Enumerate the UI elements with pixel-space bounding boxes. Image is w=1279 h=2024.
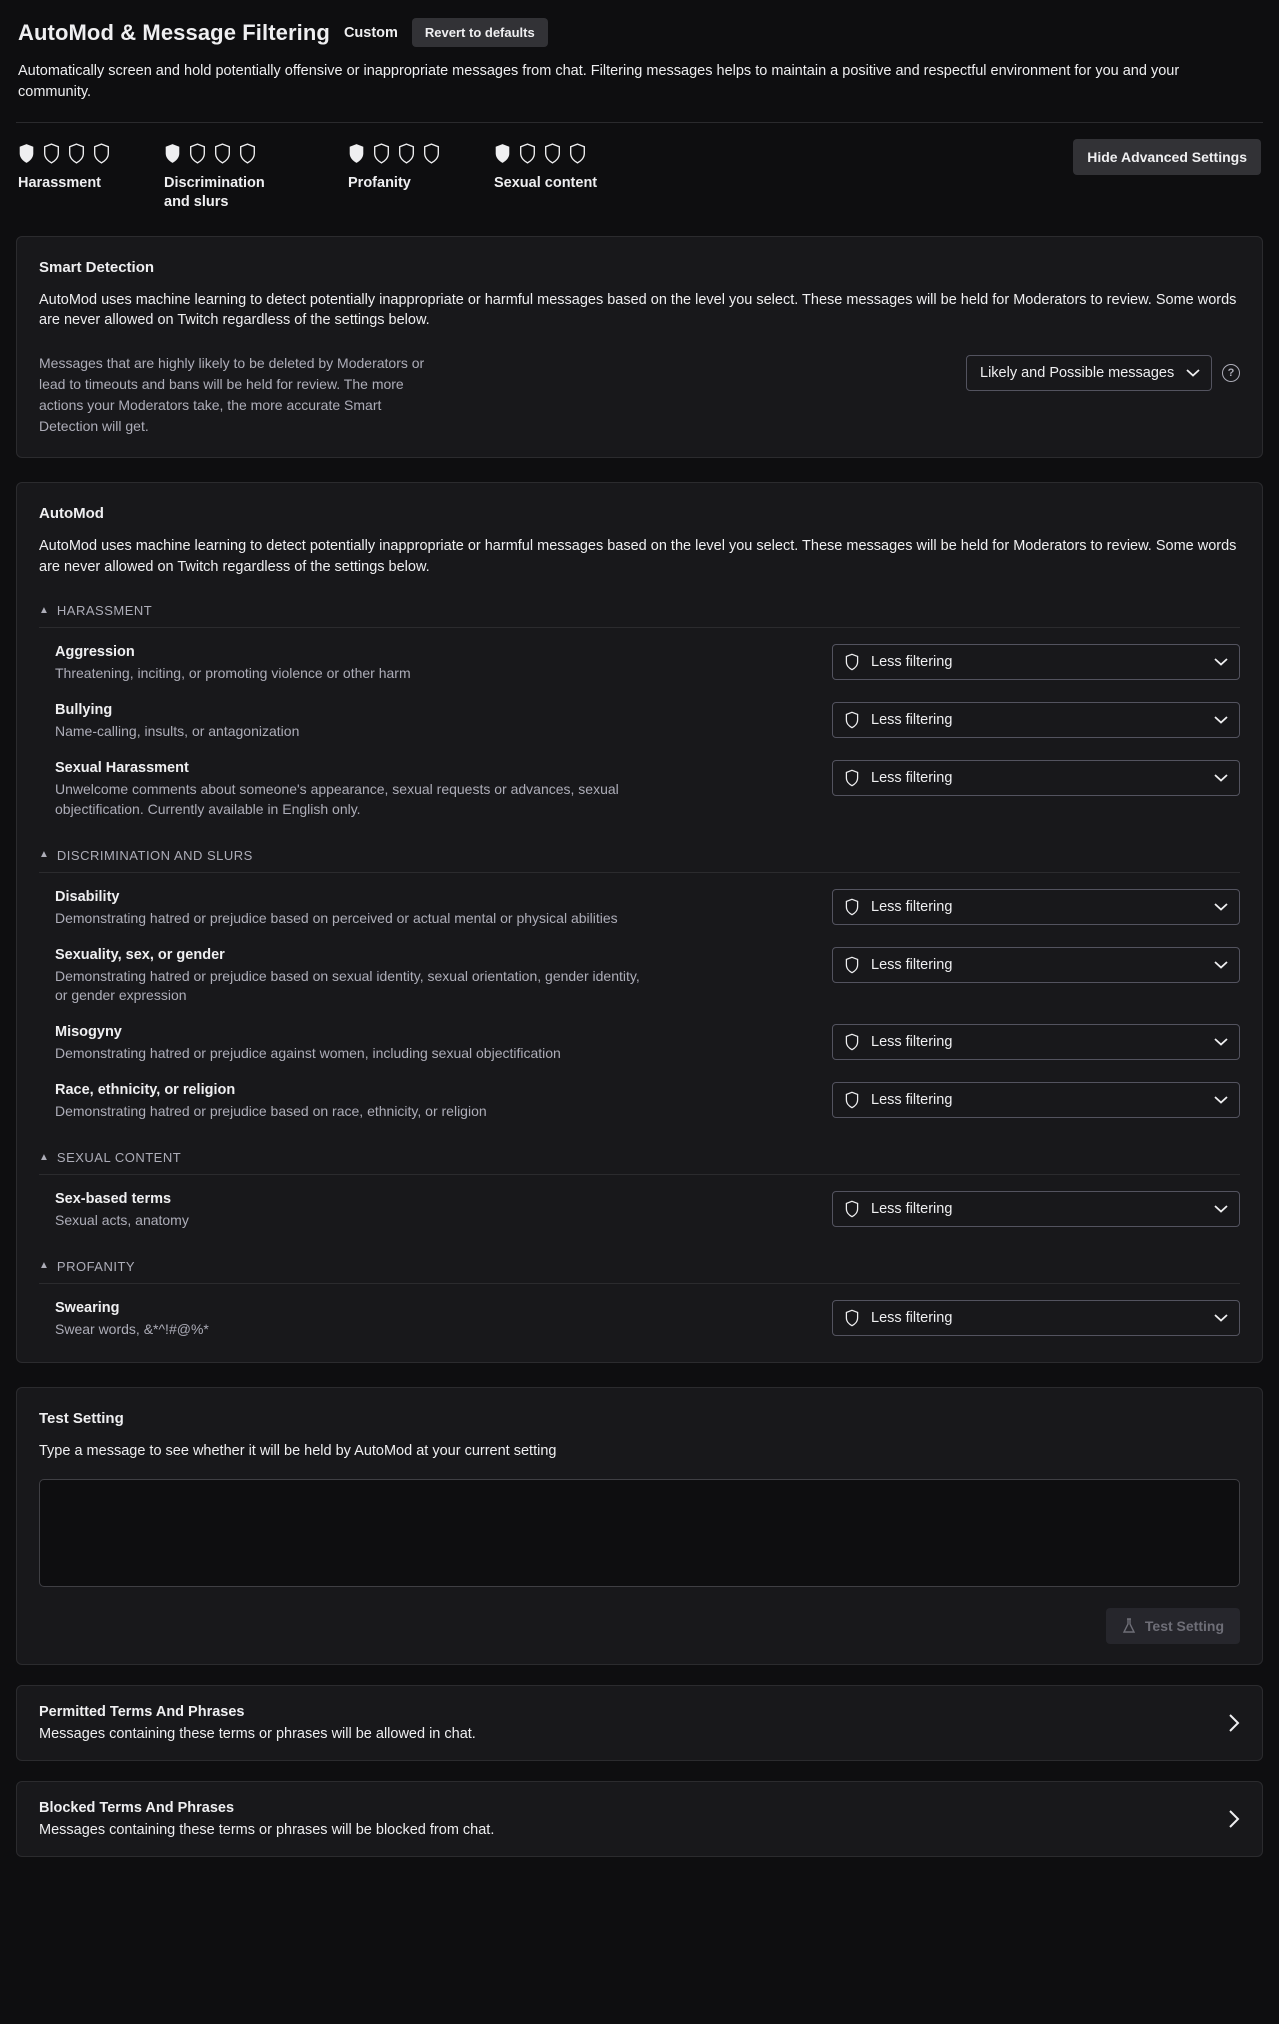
shield-outline-icon [544,143,561,164]
group-title: DISCRIMINATION AND SLURS [56,847,253,863]
category-discrimination-and-slurs [164,143,294,212]
option-select-wrap [832,1024,1240,1060]
shield-outline-icon [68,143,85,164]
page-header [16,18,1263,47]
option-text [55,644,411,684]
smart-detection-panel [16,236,1263,458]
shield-meter [348,143,440,164]
option-name: Aggression [55,644,135,661]
automod-title: AutoMod [39,505,104,522]
test-setting-button[interactable] [1106,1608,1240,1644]
option-description: Demonstrating hatred or prejudice based on race, ethnicity, or religion [55,1103,487,1120]
test-setting-button-label: Test Setting [1144,1618,1224,1635]
test-message-input[interactable] [39,1479,1240,1587]
shield-filled-icon [164,143,181,164]
automod-description: AutoMod uses machine learning to detect potentially inappropriate or harmful messages based on the level you select. These messages will be held for Moderators to review. Some words are never allowed on Twitch regardless of the settings below. [39,538,1237,575]
option-description: Name-calling, insults, or antagonization [55,723,300,740]
option-text [55,1024,561,1064]
option-select-wrap [832,644,1240,680]
hide-advanced-settings-button[interactable]: Hide Advanced Settings [1073,139,1261,175]
option-description: Swear words, &*^!#@%* [55,1320,209,1337]
shield-outline-icon [214,143,231,164]
option-description: Demonstrating hatred or prejudice based on perceived or actual mental or physical abilities [55,909,618,926]
group-header[interactable] [39,1259,1240,1284]
option-select-wrap [832,1300,1240,1336]
flask-icon [1122,1618,1136,1634]
filter-level-select[interactable] [832,1082,1240,1118]
shield-meter [18,143,110,164]
option-row-bullying [39,686,1240,744]
test-setting-panel [16,1387,1263,1666]
option-row-race-ethnicity-or-religion [39,1066,1240,1124]
option-row-misogyny [39,1008,1240,1066]
option-name: Sexuality, sex, or gender [55,946,225,963]
blocked-terms-description: Messages containing these terms or phrases will be blocked from chat. [39,1822,495,1839]
option-name: Race, ethnicity, or religion [55,1082,236,1099]
option-description: Demonstrating hatred or prejudice based on sexual identity, sexual orientation, gender identity, or gender expression [55,967,640,1004]
automod-group-discrimination-and-slurs [39,848,1240,1124]
option-text [55,760,655,820]
option-row-aggression [39,628,1240,686]
filter-level-select[interactable] [832,702,1240,738]
caret-up-icon: ▲ [39,1260,49,1272]
category-summary-row [16,123,1263,212]
option-row-sexual-harassment [39,744,1240,822]
permitted-terms-text [39,1704,476,1742]
blocked-terms-title: Blocked Terms And Phrases [39,1800,235,1817]
category-profanity [348,143,440,193]
shield-outline-icon [93,143,110,164]
category-label: Harassment [18,175,102,192]
option-name: Misogyny [55,1024,122,1041]
option-description: Unwelcome comments about someone's appearance, sexual requests or advances, sexual objectification. Currently available in English only. [55,780,619,817]
smart-detection-control [966,353,1240,391]
option-select-wrap [832,760,1240,796]
category-label: Sexual content [494,175,598,192]
shield-filled-icon [348,143,365,164]
option-row-sex-based-terms [39,1175,1240,1233]
permitted-terms-description: Messages containing these terms or phrases will be allowed in chat. [39,1726,476,1743]
option-name: Disability [55,888,120,905]
option-text [55,947,655,1007]
caret-up-icon: ▲ [39,1151,49,1163]
category-label: Discrimination and slurs [164,175,265,210]
chevron-right-icon [1228,1713,1240,1733]
option-name: Bullying [55,702,113,719]
automod-group-sexual-content [39,1150,1240,1233]
automod-group-profanity [39,1259,1240,1342]
shield-meter [164,143,294,164]
caret-up-icon: ▲ [39,849,49,861]
page-title: AutoMod & Message Filtering [18,19,330,45]
option-description: Demonstrating hatred or prejudice against women, including sexual objectification [55,1045,561,1062]
shield-outline-icon [43,143,60,164]
option-text [55,702,299,742]
help-icon[interactable]: ? [1222,364,1240,382]
permitted-terms-title: Permitted Terms And Phrases [39,1704,245,1721]
shield-outline-icon [398,143,415,164]
automod-panel [16,482,1263,1363]
option-select-wrap [832,1191,1240,1227]
filter-level-select[interactable] [832,760,1240,796]
group-header[interactable] [39,848,1240,873]
test-setting-title: Test Setting [39,1409,124,1427]
option-description: Threatening, inciting, or promoting violence or other harm [55,665,411,682]
automod-group-harassment [39,603,1240,822]
option-name: Sex-based terms [55,1191,172,1208]
permitted-terms-panel[interactable] [16,1685,1263,1761]
filter-level-select[interactable] [832,889,1240,925]
smart-detection-title: Smart Detection [39,258,155,276]
filter-level-select[interactable] [832,644,1240,680]
shield-filled-icon [18,143,35,164]
filter-level-select[interactable] [832,1300,1240,1336]
shield-meter [494,143,597,164]
group-header[interactable] [39,1150,1240,1175]
caret-up-icon: ▲ [39,604,49,616]
shield-outline-icon [189,143,206,164]
option-text [55,1082,487,1122]
smart-detection-select-wrap [966,355,1212,391]
category-harassment [18,143,110,193]
shield-outline-icon [569,143,586,164]
page-description: Automatically screen and hold potentially offensive or inappropriate messages from chat. Filtering messages helps to maintain a positive and respectful environment for you and your community. [18,63,1180,100]
group-title: PROFANITY [56,1258,136,1274]
option-row-swearing [39,1284,1240,1342]
option-select-wrap [832,1082,1240,1118]
option-select-wrap [832,702,1240,738]
shield-filled-icon [494,143,511,164]
option-text [55,889,618,929]
option-description: Sexual acts, anatomy [55,1212,189,1229]
smart-detection-body [39,353,1240,437]
group-title: SEXUAL CONTENT [56,1150,182,1166]
preset-label: Custom [343,24,398,41]
blocked-terms-text [39,1800,494,1838]
shield-outline-icon [373,143,390,164]
option-name: Swearing [55,1299,120,1316]
category-label: Profanity [348,175,411,192]
option-select-wrap [832,947,1240,983]
filter-level-select[interactable] [832,1024,1240,1060]
filter-level-select[interactable] [832,947,1240,983]
shield-outline-icon [239,143,256,164]
option-row-sexuality-sex-or-gender [39,931,1240,1009]
smart-detection-level-select[interactable] [966,355,1212,391]
shield-outline-icon [423,143,440,164]
category-sexual-content [494,143,597,193]
option-name: Sexual Harassment [55,759,189,776]
group-header[interactable] [39,603,1240,628]
blocked-terms-panel[interactable] [16,1781,1263,1857]
shield-outline-icon [519,143,536,164]
option-text [55,1191,189,1231]
group-title: HARASSMENT [56,603,153,619]
revert-to-defaults-button[interactable]: Revert to defaults [412,18,548,47]
test-setting-description: Type a message to see whether it will be held by AutoMod at your current setting [39,1442,557,1459]
filter-level-select[interactable] [832,1191,1240,1227]
option-select-wrap [832,889,1240,925]
option-text [55,1300,209,1340]
smart-detection-note: Messages that are highly likely to be deleted by Moderators or lead to timeouts and bans will be held for review. The more actions your Moderators take, the more accurate Smart Detection will get. [39,355,425,434]
chevron-right-icon [1228,1809,1240,1829]
option-row-disability [39,873,1240,931]
test-setting-footer [39,1608,1240,1644]
smart-detection-description: AutoMod uses machine learning to detect potentially inappropriate or harmful messages based on the level you select. These messages will be held for Moderators to review. Some words are never allowed on Twitch regardless of the settings below. [39,291,1237,329]
